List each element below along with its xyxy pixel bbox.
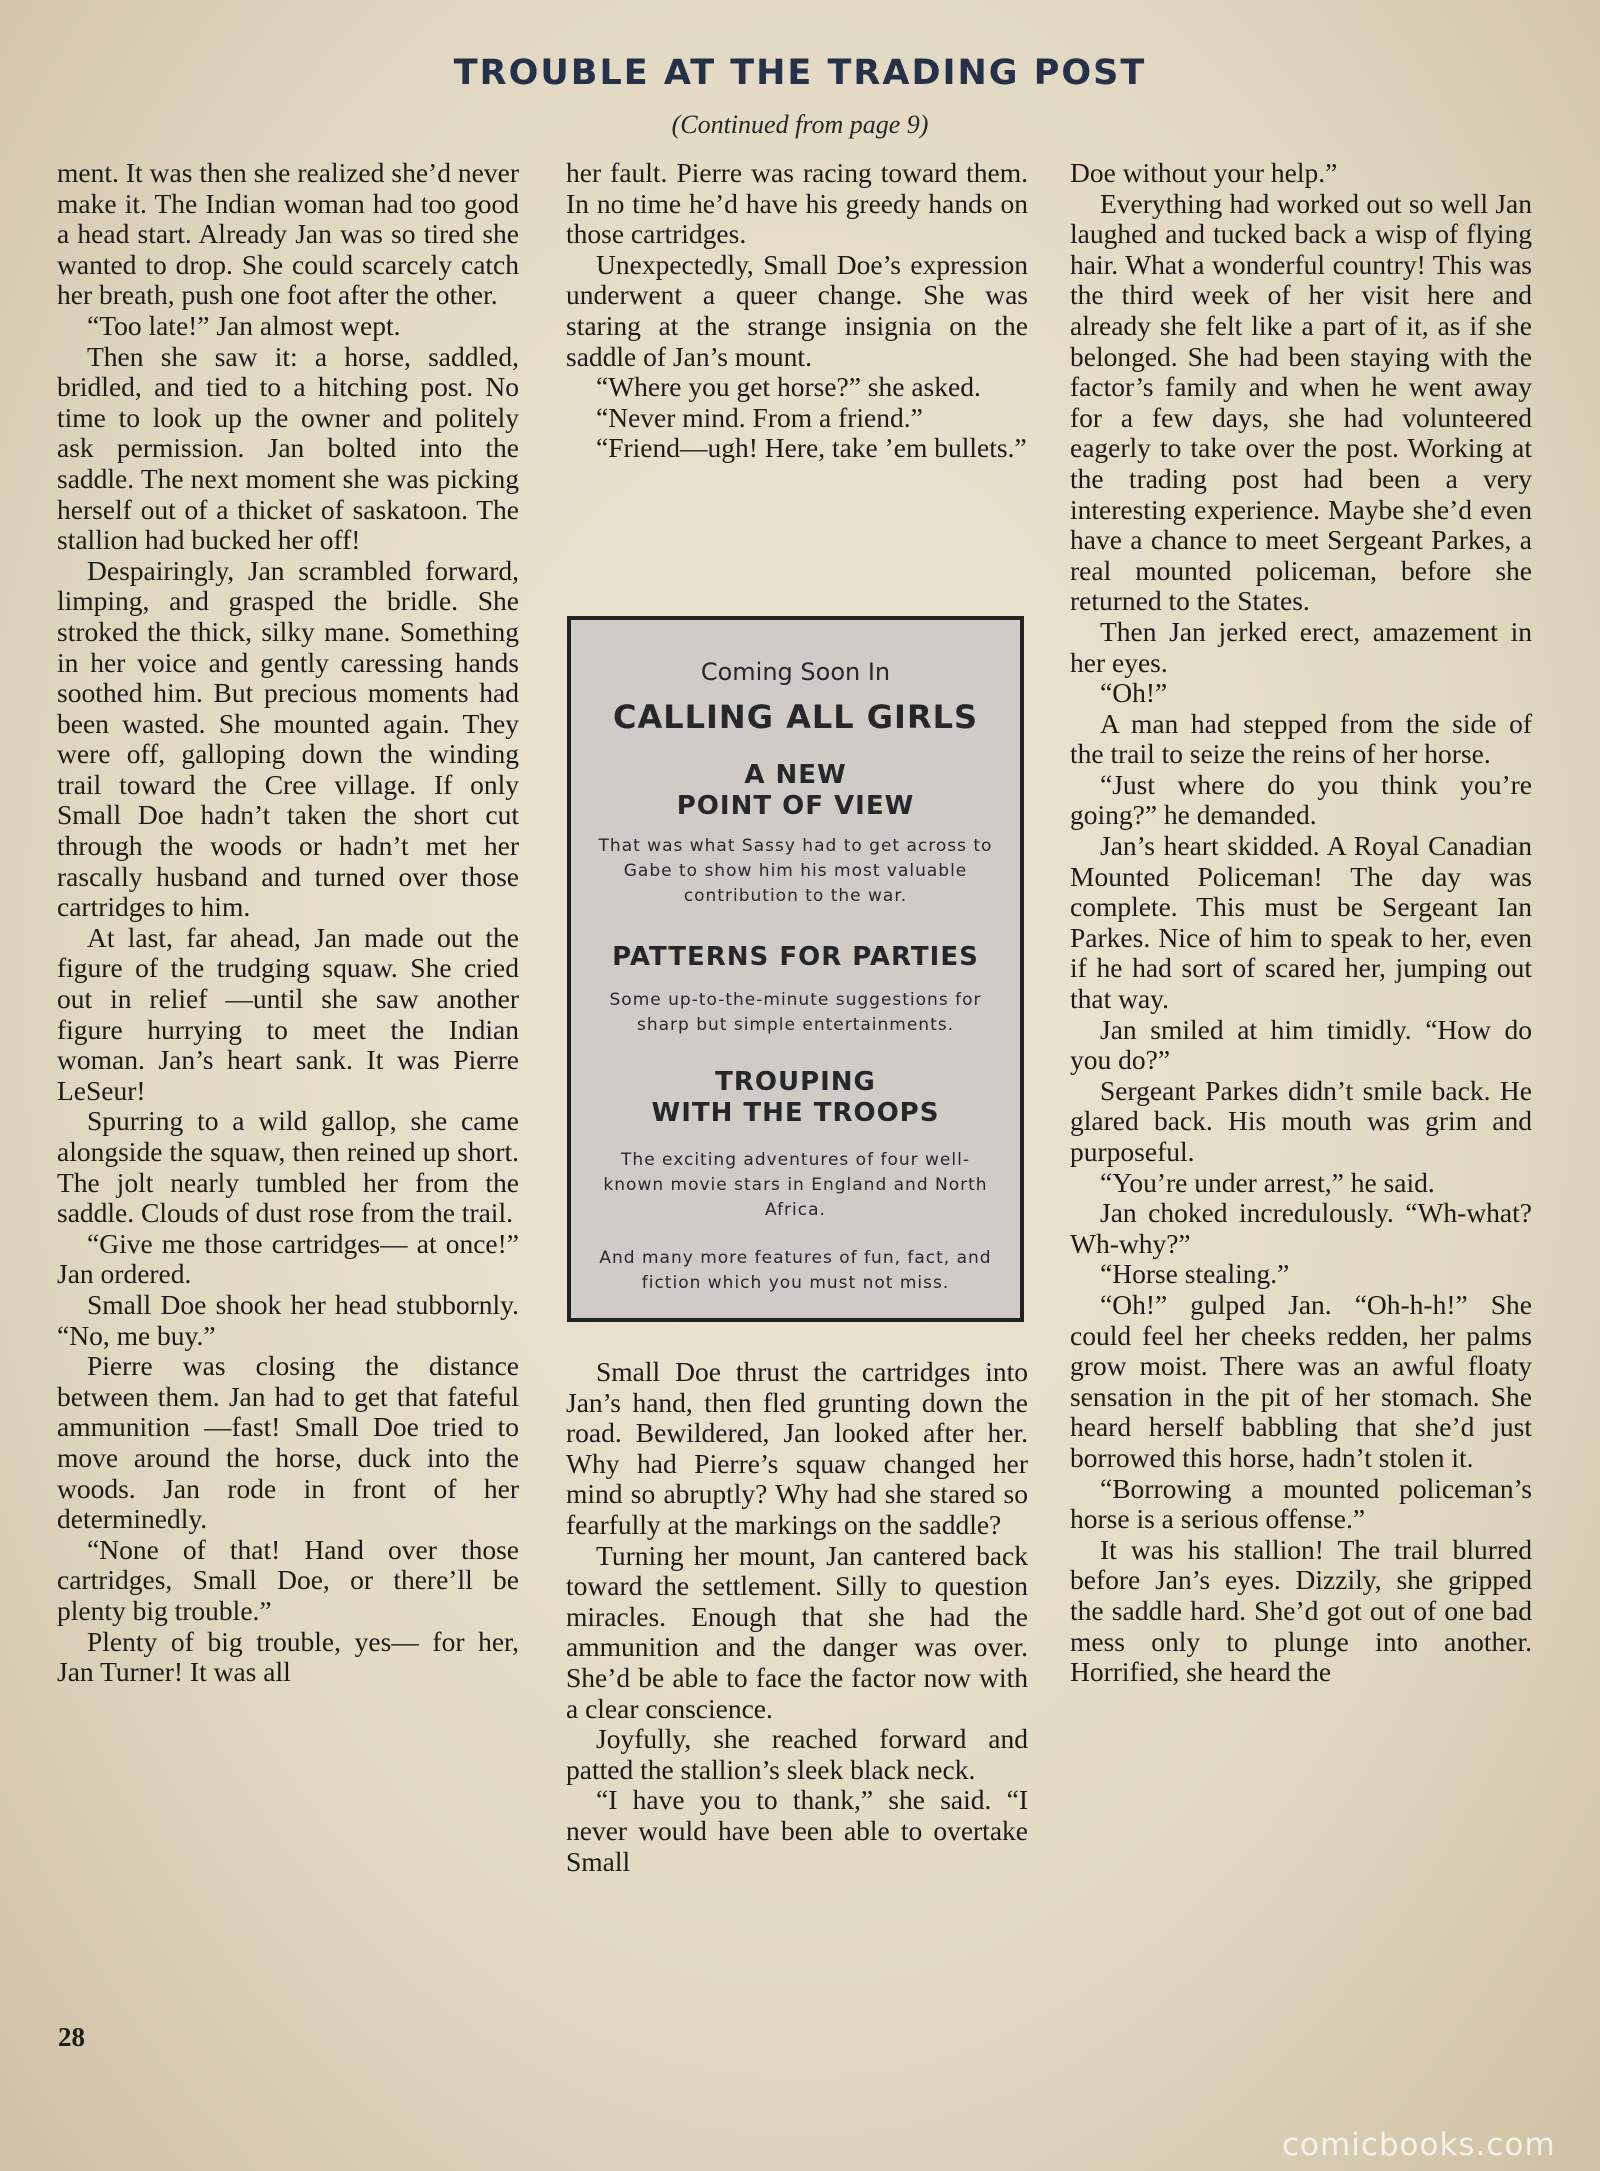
- watermark: comicbooks.com: [1282, 2127, 1556, 2163]
- paragraph: her fault. Pierre was racing toward them. In no time he’d have his greedy hands on those cartridges.: [566, 157, 1028, 250]
- paragraph: Unexpectedly, Small Doe’s expression underwent a queer change. She was staring at the strange insignia on the saddle of Jan’s mount.: [566, 248, 1028, 372]
- paragraph: “Horse stealing.”: [1100, 1258, 1290, 1290]
- paragraph: Joyfully, she reached forward and patted the stallion’s sleek black neck.: [566, 1723, 1028, 1785]
- paragraph: It was his stallion! The trail blurred before Jan’s eyes. Dizzily, she gripped the saddle hard. She’d got out of one bad mess only to plunge into another. Horrified, she heard the: [1070, 1533, 1532, 1688]
- paragraph: Jan smiled at him timidly. “How do you do?”: [1070, 1013, 1532, 1076]
- continued-note: (Continued from page 9): [671, 110, 929, 139]
- text-column-middle-top: [566, 158, 1028, 464]
- paragraph: “None of that! Hand over those cartridges, Small Doe, or there’ll be plenty big trouble.”: [57, 1533, 519, 1626]
- text-column-middle-bottom: [566, 1357, 1028, 1877]
- paragraph: “Never mind. From a friend.”: [596, 401, 923, 433]
- ad-item-title: TROUPING WITH THE TROOPS: [651, 1067, 940, 1128]
- page-number: 28: [58, 2022, 85, 2052]
- paragraph: Jan’s heart skidded. A Royal Canadian Mounted Policeman! The day was complete. This must be Sergeant Ian Parkes. Nice of him to speak to her, even if he had sort of scared her, jumping out that way.: [1070, 830, 1532, 1015]
- paragraph: “Oh!” gulped Jan. “Oh-h-h!” She could feel her cheeks redden, her palms grow moist. There was an awful floaty sensation in the pit of her stomach. She heard herself babbling that she’d just borrowed this horse, hadn’t stolen it.: [1070, 1288, 1532, 1473]
- paragraph: “Give me those cartridges— at once!” Jan ordered.: [57, 1227, 519, 1290]
- paragraph: Sergeant Parkes didn’t smile back. He glared back. His mouth was grim and purposeful.: [1070, 1074, 1532, 1167]
- paragraph: Everything had worked out so well Jan laughed and tucked back a wisp of flying hair. What a wonderful country! This was the third week of her visit here and already she felt like a part of it, as if she belonged. She had been staying with the factor’s family and when he went away for a few days, she had volunteered eagerly to take over the post. Working at the trading post had been a very interesting experience. Maybe she’d even have a chance to meet Sergeant Parkes, a real mounted policeman, before she returned to the States.: [1070, 187, 1532, 617]
- ad-footer-text: And many more features of fun, fact, and fiction which you must not miss.: [599, 1248, 992, 1293]
- paragraph: “Borrowing a mounted policeman’s horse is a serious offense.”: [1070, 1472, 1532, 1535]
- paragraph: At last, far ahead, Jan made out the figure of the trudging squaw. She cried out in relief —until she saw another figure hurrying to meet the Indian woman. Jan’s heart sank. It was Pierre LeSeur!: [57, 921, 519, 1106]
- paragraph: Doe without your help.”: [1070, 157, 1338, 188]
- paragraph: “You’re under arrest,” he said.: [1100, 1166, 1435, 1198]
- paragraph: “Just where do you think you’re going?” he demanded.: [1070, 768, 1532, 831]
- paragraph: Turning her mount, Jan cantered back toward the settlement. Silly to question miracles. Enough that she had the ammunition and the danger was over. She’d be able to face the factor now with a clear conscience.: [566, 1539, 1028, 1724]
- ad-item-title: PATTERNS FOR PARTIES: [612, 942, 979, 972]
- story-title: TROUBLE AT THE TRADING POST: [453, 53, 1147, 93]
- ad-kicker: Coming Soon In: [700, 658, 891, 686]
- paragraph: Small Doe thrust the cartridges into Jan’s hand, then fled grunting down the road. Bewildered, Jan looked after her. Why had Pierre’s squaw changed her mind so abruptly? Why had she stared so fearfully at the markings on the saddle?: [566, 1356, 1028, 1540]
- ad-item-text: Some up-to-the-minute suggestions for sharp but simple entertainments.: [609, 990, 982, 1035]
- text-column-right: [1070, 158, 1532, 1688]
- paragraph: “Where you get horse?” she asked.: [596, 371, 981, 403]
- paragraph: Then she saw it: a horse, saddled, bridled, and tied to a hitching post. No time to look up the owner and politely ask permission. Jan bolted into the saddle. The next moment she was picking herself out of a thicket of saskatoon. The stallion had bucked her off!: [57, 340, 519, 556]
- paragraph: A man had stepped from the side of the trail to seize the reins of her horse.: [1070, 707, 1532, 770]
- paragraph: Plenty of big trouble, yes— for her, Jan Turner! It was all: [57, 1625, 519, 1688]
- paragraph: “Too late!” Jan almost wept.: [87, 309, 401, 341]
- paragraph: “I have you to thank,” she said. “I never would have been able to overtake Small: [566, 1784, 1028, 1877]
- paragraph: “Friend—ugh! Here, take ’em bullets.”: [596, 432, 1027, 464]
- paragraph: “Oh!”: [1100, 677, 1168, 709]
- paragraph: Then Jan jerked erect, amazement in her eyes.: [1070, 615, 1532, 678]
- ad-item-text: That was what Sassy had to get across to Gabe to show him his most valuable contribution to the war.: [598, 836, 993, 906]
- paragraph: Small Doe shook her head stubbornly. “No, me buy.”: [57, 1288, 519, 1351]
- text-column-left: [57, 158, 519, 1688]
- ad-item-title: A NEW POINT OF VIEW: [676, 760, 915, 821]
- ad-item-text: The exciting adventures of four well-known movie stars in England and North Africa.: [603, 1150, 988, 1220]
- paragraph: Pierre was closing the distance between them. Jan had to get that fateful ammunition —fast! Small Doe tried to move around the horse, duck into the woods. Jan rode in front of her determinedly.: [57, 1350, 519, 1535]
- paragraph: Jan choked incredulously. “Wh-what? Wh-why?”: [1070, 1197, 1532, 1259]
- paragraph: Despairingly, Jan scrambled forward, limping, and grasped the bridle. She stroked the thick, silky mane. Something in her voice and gently caressing hands soothed him. But precious moments had been wasted. She mounted again. They were off, galloping down the winding trail toward the Cree village. If only Small Doe hadn’t taken the short cut through the woods or hadn’t met her rascally husband and turned over those cartridges to him.: [57, 554, 519, 923]
- paragraph: Spurring to a wild gallop, she came alongside the squaw, then reined up short. The jolt nearly tumbled her from the saddle. Clouds of dust rose from the trail.: [57, 1105, 519, 1229]
- paragraph: ment. It was then she realized she’d never make it. The Indian woman had too good a head start. Already Jan was so tired she wanted to drop. She could scarcely catch her breath, push one foot after the other.: [57, 157, 519, 311]
- ad-magazine-title: CALLING ALL GIRLS: [612, 698, 979, 736]
- coming-soon-advertisement: [567, 616, 1024, 1322]
